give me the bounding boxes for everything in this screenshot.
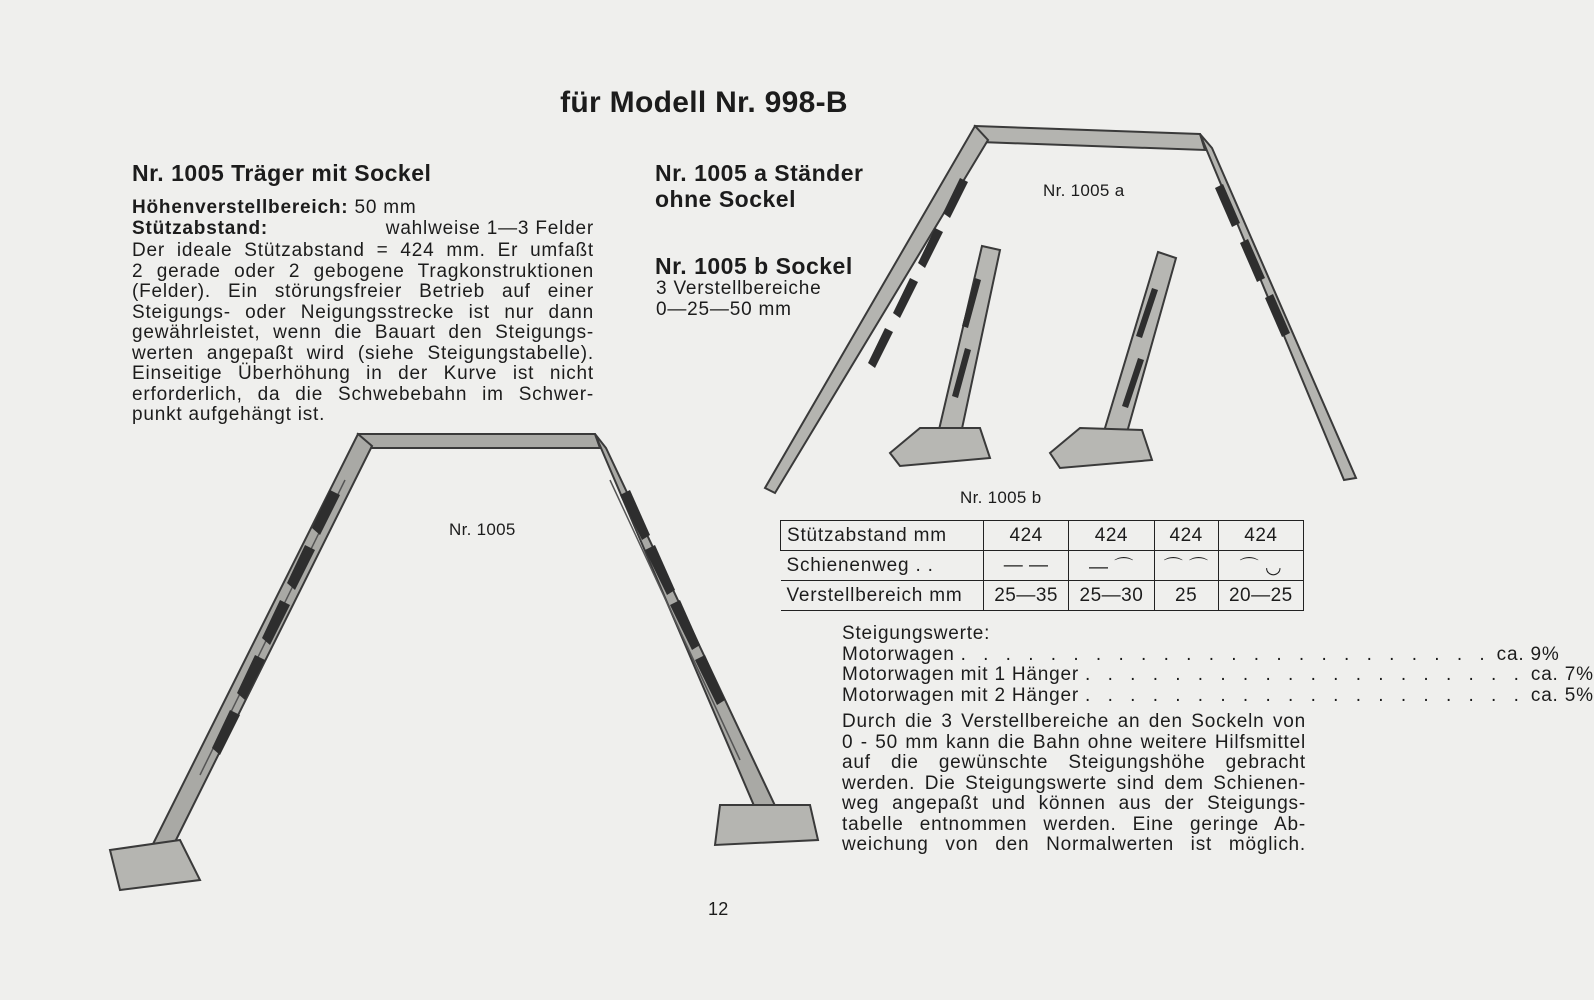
- table-cell: ⌒ ⌒: [1154, 551, 1218, 581]
- spacing-label: Stützabstand:: [132, 217, 269, 239]
- heading-1005a-line1: Nr. 1005 a Ständer: [655, 160, 864, 186]
- heading-1005b: Nr. 1005 b Sockel: [655, 253, 853, 279]
- table-cell: 424: [1218, 521, 1303, 551]
- range-label: Höhenverstellbereich:: [132, 197, 349, 218]
- sockel-1005b-illustration: [880, 238, 1190, 478]
- range-row: [132, 198, 594, 219]
- dot-leader: . . . . . . . . . . . . . . . . . . . .: [1085, 664, 1525, 685]
- desc-line: werten angepaßt wird (siehe Steigungstabelle).: [132, 342, 594, 364]
- spec-block-1005: [132, 198, 594, 426]
- page-title: für Modell Nr. 998-B: [560, 86, 848, 119]
- steigung-item-value: ca. 7%: [1530, 664, 1594, 685]
- desc-line: gewährleistet, wenn die Bauart den Steigungs-: [132, 322, 594, 343]
- desc-line: erforderlich, da die Schwebebahn im Schwer-: [132, 383, 594, 405]
- steigung-heading: Steigungswerte:: [842, 623, 991, 644]
- table-cell: ⌒ ◡: [1218, 551, 1303, 581]
- table-cell: 424: [1154, 521, 1218, 551]
- table-cell: 20—25: [1218, 581, 1303, 611]
- table-cell: 424: [1069, 521, 1154, 551]
- table-cell: 25—35: [984, 581, 1069, 611]
- steigung-item: [842, 684, 1594, 707]
- desc-line: weichung von den Normalwerten ist möglich.: [842, 834, 1306, 855]
- desc-line: tabelle entnommen werden. Eine geringe Ab-: [842, 813, 1306, 835]
- steigung-item-label: Motorwagen mit 2 Hänger: [842, 684, 1080, 706]
- row-label-schienenweg: Schienenweg . .: [781, 551, 984, 581]
- row-label-verstellbereich: Verstellbereich mm: [781, 581, 984, 611]
- desc-line: (Felder). Ein störungsfreier Betrieb auf einer: [132, 281, 594, 302]
- steigung-item-label: Motorwagen: [842, 643, 955, 665]
- spacing-row: [132, 219, 594, 240]
- description-1005: [132, 241, 594, 426]
- dot-leader: . . . . . . . . . . . . . . . . . . . .: [1085, 684, 1525, 706]
- table-cell: — —: [984, 551, 1069, 581]
- steigung-item: [842, 664, 1594, 686]
- desc-line: punkt aufgehängt ist.: [132, 404, 326, 425]
- desc-line: 0 - 50 mm kann die Bahn ohne weitere Hilfsmittel: [842, 731, 1306, 753]
- desc-line: Steigungs- oder Neigungsstrecke ist nur dann: [132, 301, 594, 323]
- label-1005: Nr. 1005: [449, 520, 516, 539]
- table-row: [781, 521, 1304, 551]
- frame-1005-illustration: [90, 420, 830, 900]
- sockel-line1: 3 Verstellbereiche: [656, 278, 822, 299]
- heading-1005a-line2: ohne Sockel: [655, 186, 796, 212]
- steigung-item-label: Motorwagen mit 1 Hänger: [842, 664, 1080, 685]
- spacing-value: wahlweise 1—3 Felder: [385, 217, 594, 239]
- support-table: [780, 520, 1304, 611]
- table-cell: 25: [1154, 581, 1218, 611]
- table-cell: — ⌒: [1069, 551, 1154, 581]
- row-label-stuetzabstand: Stützabstand mm: [781, 521, 984, 551]
- heading-1005: Nr. 1005 Träger mit Sockel: [132, 160, 432, 186]
- table-cell: 424: [984, 521, 1069, 551]
- page-number: 12: [708, 899, 729, 919]
- steigung-description: [842, 712, 1306, 856]
- desc-line: Einseitige Überhöhung in der Kurve ist nicht: [132, 363, 594, 384]
- desc-line: Der ideale Stützabstand = 424 mm. Er umfaßt: [132, 240, 594, 261]
- steigung-item-value: ca. 5%: [1530, 684, 1594, 706]
- dot-leader: . . . . . . . . . . . . . . . . . . . . . . . .: [960, 643, 1491, 665]
- table-row: [781, 581, 1304, 611]
- steigung-item-value: ca. 9%: [1496, 643, 1560, 665]
- desc-line: auf die gewünschte Steigungshöhe gebracht: [842, 752, 1306, 773]
- desc-line: weg angepaßt und können aus der Steigungs-: [842, 793, 1306, 814]
- sockel-line2: 0—25—50 mm: [656, 298, 792, 320]
- desc-line: Durch die 3 Verstellbereiche an den Sockeln von: [842, 711, 1306, 732]
- label-1005b: Nr. 1005 b: [960, 488, 1042, 507]
- label-1005a: Nr. 1005 a: [1043, 181, 1125, 200]
- range-value: 50 mm: [354, 197, 417, 218]
- table-row: [781, 551, 1304, 581]
- desc-line: 2 gerade oder 2 gebogene Tragkonstruktionen: [132, 260, 594, 282]
- steigung-item: [842, 643, 1560, 666]
- table-cell: 25—30: [1069, 581, 1154, 611]
- steigung-block: [842, 623, 1594, 856]
- desc-line: werden. Die Steigungswerte sind dem Schienen-: [842, 772, 1306, 794]
